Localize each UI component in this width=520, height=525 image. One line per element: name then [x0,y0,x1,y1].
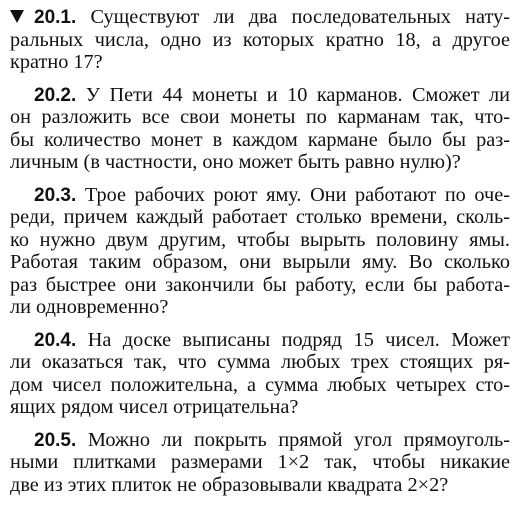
problem-line [10,429,510,452]
problem-20-3 [10,184,510,319]
problem-line [10,329,510,352]
problem-line: ящих рядом чисел отрицательна? [10,396,299,418]
problem-line: он разложить все свои монеты по карманам так, что- [10,106,510,128]
problem-line: кратно 17? [10,51,103,73]
problem-page [10,6,510,496]
problem-number: 20.3. [34,184,77,206]
problem-20-5 [10,429,510,497]
problem-line: раз быстрее они закончили бы работу, если бы работа- [10,273,510,296]
problem-line: реди, причем каждый работает столько времени, сколь- [10,206,510,228]
problem-text: Трое рабочих роют яму. Они работают по оче- [84,183,510,206]
problem-20-4 [10,329,510,419]
problem-line: ли оказаться так, что сумма любых трех стоящих ря- [10,351,510,373]
problem-number: 20.5. [34,429,77,451]
problem-line [10,6,510,29]
problem-number: 20.1. [34,7,77,28]
problem-text: У Пети 44 монеты и 10 карманов. Сможет ли [85,83,511,106]
problem-line: ральных числа, одно из которых кратно 18, а другое [10,28,510,51]
problem-text: На доске выписаны подряд 15 чисел. Может [87,328,510,351]
problem-line: бы количество монет в каждом кармане было бы раз- [10,128,510,151]
problem-number: 20.2. [34,84,77,106]
problem-line: две из этих плиток не образовывали квадрата 2×2? [10,473,449,496]
triangle-marker-icon [10,10,24,23]
problem-line: ными плитками размерами 1×2 так, чтобы никакие [10,451,510,473]
problem-line: Работая таким образом, они вырыли яму. Во сколько [10,251,510,273]
problem-text: Существуют ли два последовательных нату- [90,6,510,28]
problem-line [10,184,510,207]
problem-text: Можно ли покрыть прямой угол прямоуголь- [87,428,510,451]
problem-20-2 [10,84,510,174]
problem-line: ли одновременно? [10,296,169,318]
problem-line [10,84,510,107]
problem-line: личным (в частности, оно может быть равно нулю)? [10,151,461,173]
problem-number: 20.4. [34,329,77,351]
problem-20-1 [10,6,510,74]
problem-line: дом чисел положительна, а сумма любых четырех сто- [10,373,510,396]
problem-line: ко нужно двум другим, чтобы вырыть половину ямы. [10,228,510,251]
